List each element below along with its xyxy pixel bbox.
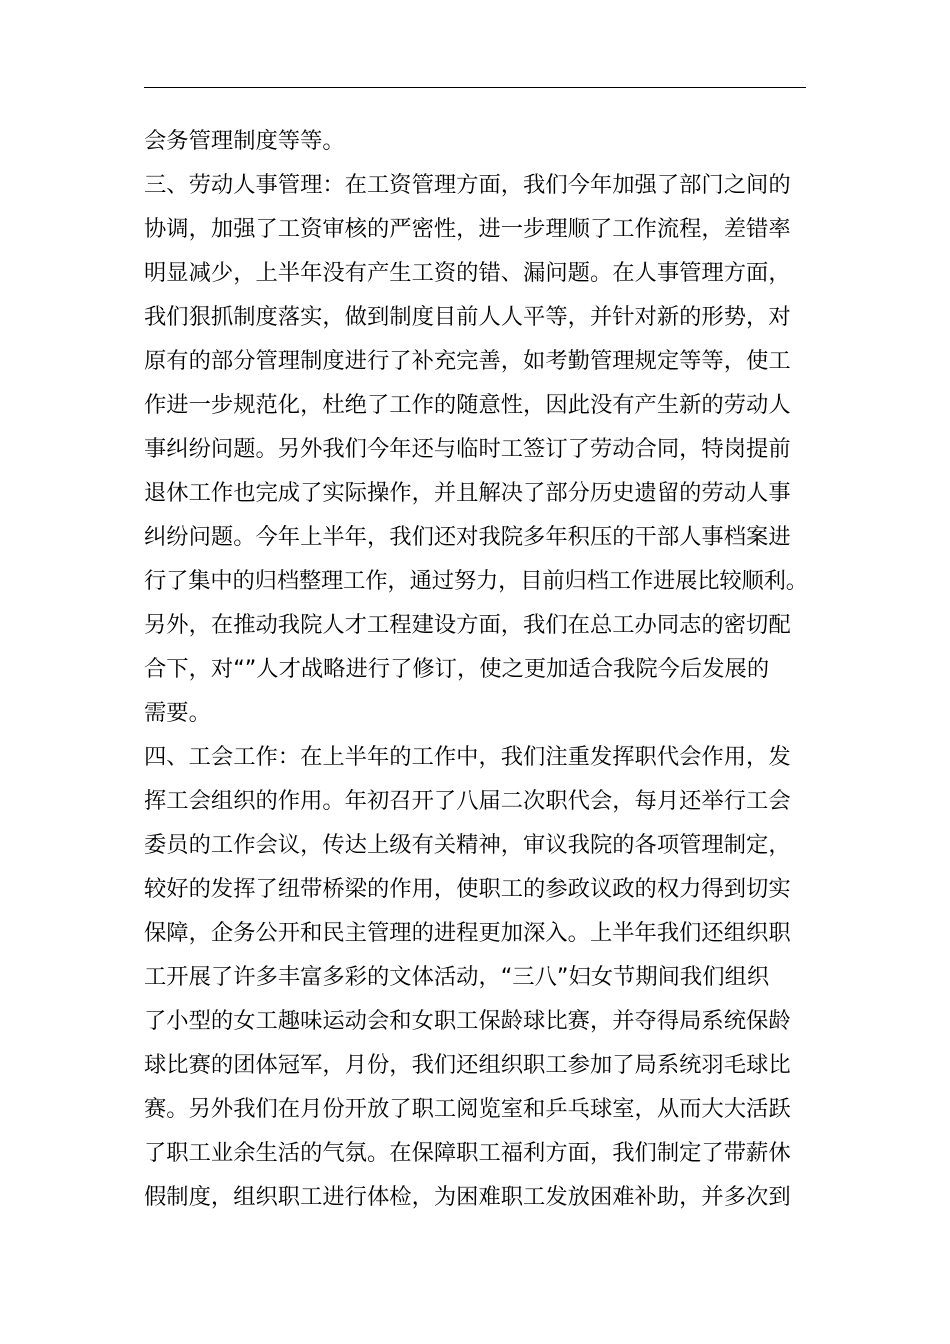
text-line: 需要。 (144, 700, 211, 726)
text-line: 事纠纷问题。另外我们今年还与临时工签订了劳动合同，特岗提前 (144, 436, 791, 462)
header-rule (144, 87, 806, 88)
text-line: 协调，加强了工资审核的严密性，进一步理顺了工作流程，差错率 (144, 216, 791, 242)
text-line: 球比赛的团体冠军，月份，我们还组织职工参加了局系统羽毛球比 (144, 1052, 791, 1078)
text-line: 作进一步规范化，杜绝了工作的随意性，因此没有产生新的劳动人 (144, 392, 791, 418)
text-line: 会务管理制度等等。 (144, 128, 345, 154)
text-line: 委员的工作会议，传达上级有关精神，审议我院的各项管理制定， (144, 832, 791, 858)
text-line: 了小型的女工趣味运动会和女职工保龄球比赛，并夺得局系统保龄 (144, 1008, 791, 1034)
text-line: 假制度，组织职工进行体检，为困难职工发放困难补助，并多次到 (144, 1184, 791, 1210)
text-line: 退休工作也完成了实际操作，并且解决了部分历史遗留的劳动人事 (144, 480, 791, 506)
text-line: 原有的部分管理制度进行了补充完善，如考勤管理规定等等，使工 (144, 348, 791, 374)
text-line: 行了集中的归档整理工作，通过努力，目前归档工作进展比较顺利。 (144, 568, 808, 594)
text-line: 三、劳动人事管理：在工资管理方面，我们今年加强了部门之间的 (144, 172, 791, 198)
text-line: 保障，企务公开和民主管理的进程更加深入。上半年我们还组织职 (144, 920, 791, 946)
text-line: 明显减少，上半年没有产生工资的错、漏问题。在人事管理方面， (144, 260, 791, 286)
document-body (144, 119, 806, 1219)
text-line: 我们狠抓制度落实，做到制度目前人人平等，并针对新的形势，对 (144, 304, 791, 330)
text-line: 了职工业余生活的气氛。在保障职工福利方面，我们制定了带薪休 (144, 1140, 791, 1166)
text-line: 工开展了许多丰富多彩的文体活动，“三八”妇女节期间我们组织 (144, 964, 770, 990)
text-line: 挥工会组织的作用。年初召开了八届二次职代会，每月还举行工会 (144, 788, 791, 814)
text-line: 赛。另外我们在月份开放了职工阅览室和乒乓球室，从而大大活跃 (144, 1096, 791, 1122)
text-line: 另外，在推动我院人才工程建设方面，我们在总工办同志的密切配 (144, 612, 791, 638)
text-line: 合下，对“”人才战略进行了修订，使之更加适合我院今后发展的 (144, 656, 770, 682)
text-line: 较好的发挥了纽带桥梁的作用，使职工的参政议政的权力得到切实 (144, 876, 791, 902)
text-line: 四、工会工作：在上半年的工作中，我们注重发挥职代会作用，发 (144, 744, 791, 770)
text-line: 纠纷问题。今年上半年，我们还对我院多年积压的干部人事档案进 (144, 524, 791, 550)
